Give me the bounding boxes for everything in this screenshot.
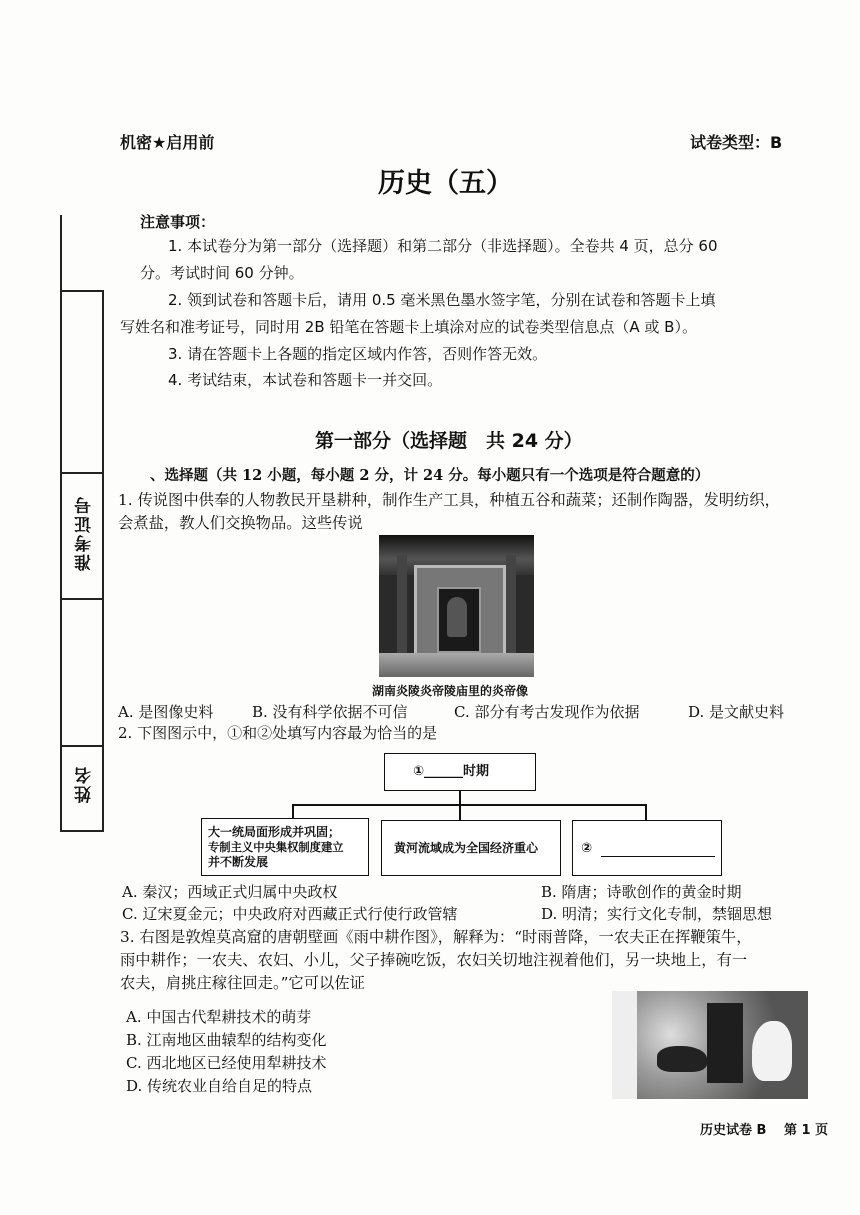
q3-stem-line-2: 雨中耕作；一农夫、农妇、小儿，父子捧碗吃饭，农妇关切地注视着他们，另一块地上，有一: [120, 951, 748, 969]
name-label: 姓名: [75, 765, 95, 803]
footer-page: 第 1 页: [784, 1123, 829, 1138]
binding-tick-4: [60, 745, 104, 747]
q2-stem: 2. 下图图示中，①和②处填写内容最为恰当的是: [118, 724, 438, 742]
diagram-mid-label: 黄河流域成为全国经济重心: [394, 841, 539, 855]
diagram-top-box: [384, 753, 536, 791]
diagram-left-box: [201, 818, 369, 876]
q2-option-a: A. 秦汉；西域正式归属中央政权: [122, 883, 338, 901]
part1-instruction: 、选择题（共 12 小题，每小题 2 分，计 24 分。每小题只有一个选项是符合题意的）: [150, 467, 710, 484]
q1-stem-line-1: 1. 传说图中供奉的人物教民开垦耕种，制作生产工具，种植五谷和蔬菜；还制作陶器，发明纺织，: [118, 491, 780, 509]
yandi-statue-photo: [379, 535, 534, 677]
diagram-left-line-2: 专制主义中央集权制度建立: [208, 841, 344, 854]
note-1-line-2: 分。考试时间 60 分钟。: [140, 264, 304, 282]
diagram-top-label: ①______时期: [413, 764, 490, 779]
diagram-stem-line: [459, 791, 461, 805]
footer-paper: 历史试卷 B: [700, 1123, 767, 1138]
binding-tick-5: [60, 830, 104, 832]
q1-option-a: A. 是图像史料: [118, 703, 214, 721]
diagram-mid-drop: [459, 804, 461, 820]
exam-number-label: 准考证号: [75, 495, 95, 571]
notes-heading: 注意事项：: [140, 213, 216, 231]
diagram-left-line-1: 大一统局面形成并巩固；: [208, 825, 341, 839]
diagram-right-drop: [645, 804, 647, 820]
paper-type: 试卷类型：B: [690, 133, 783, 152]
binding-line-left: [60, 215, 62, 830]
q1-option-b: B. 没有科学依据不可信: [252, 703, 408, 721]
q2-option-d: D. 明清；实行文化专制，禁锢思想: [541, 905, 773, 923]
dunhuang-mural-photo: [612, 991, 808, 1099]
note-2-line-1: 2. 领到试卷和答题卡后，请用 0.5 毫米黑色墨水签字笔，分别在试卷和答题卡上填: [168, 291, 716, 309]
diagram-branch-line: [292, 804, 646, 806]
q1-stem-line-2: 会煮盐，教人们交换物品。这些传说: [118, 514, 363, 532]
note-4: 4. 考试结束，本试卷和答题卡一并交回。: [168, 371, 443, 389]
q3-option-a: A. 中国古代犁耕技术的萌芽: [126, 1008, 312, 1026]
diagram-right-blank: [601, 856, 715, 857]
part1-heading: 第一部分（选择题 共 24 分）: [315, 430, 583, 452]
q3-option-b: B. 江南地区曲辕犁的结构变化: [126, 1031, 327, 1049]
note-2-line-2: 写姓名和准考证号，同时用 2B 铅笔在答题卡上填涂对应的试卷类型信息点（A 或 B）。: [120, 318, 697, 336]
note-3: 3. 请在答题卡上各题的指定区域内作答，否则作答无效。: [168, 345, 548, 363]
diagram-right-box: [572, 820, 722, 876]
diagram-left-line-3: 并不断发展: [208, 855, 269, 869]
q3-stem-line-1: 3. 右图是敦煌莫高窟的唐朝壁画《雨中耕作图》，解释为：“时雨普降，一农夫正在挥鞭策牛，: [120, 928, 752, 946]
q2-option-c: C. 辽宋夏金元；中央政府对西藏正式行使行政管辖: [122, 905, 458, 923]
q3-option-d: D. 传统农业自给自足的特点: [126, 1077, 313, 1095]
diagram-right-label: ②: [581, 841, 593, 856]
page-title: 历史（五）: [378, 168, 513, 199]
q1-caption: 湖南炎陵炎帝陵庙里的炎帝像: [372, 684, 529, 698]
confidential-mark: 机密★启用前: [120, 133, 215, 152]
diagram-left-drop: [292, 804, 294, 818]
binding-tick-3: [60, 598, 104, 600]
q2-option-b: B. 隋唐；诗歌创作的黄金时期: [541, 883, 742, 901]
q1-option-c: C. 部分有考古发现作为依据: [454, 703, 640, 721]
q1-option-d: D. 是文献史料: [688, 703, 785, 721]
q3-option-c: C. 西北地区已经使用犁耕技术: [126, 1054, 327, 1072]
binding-tick-1: [60, 290, 104, 292]
note-1-line-1: 1. 本试卷分为第一部分（选择题）和第二部分（非选择题）。全卷共 4 页，总分 60: [168, 237, 718, 255]
binding-line-top: [102, 290, 104, 830]
diagram-mid-box: [381, 820, 561, 876]
binding-tick-2: [60, 472, 104, 474]
q3-stem-line-3: 农夫，肩挑庄稼往回走。”它可以佐证: [120, 974, 365, 992]
